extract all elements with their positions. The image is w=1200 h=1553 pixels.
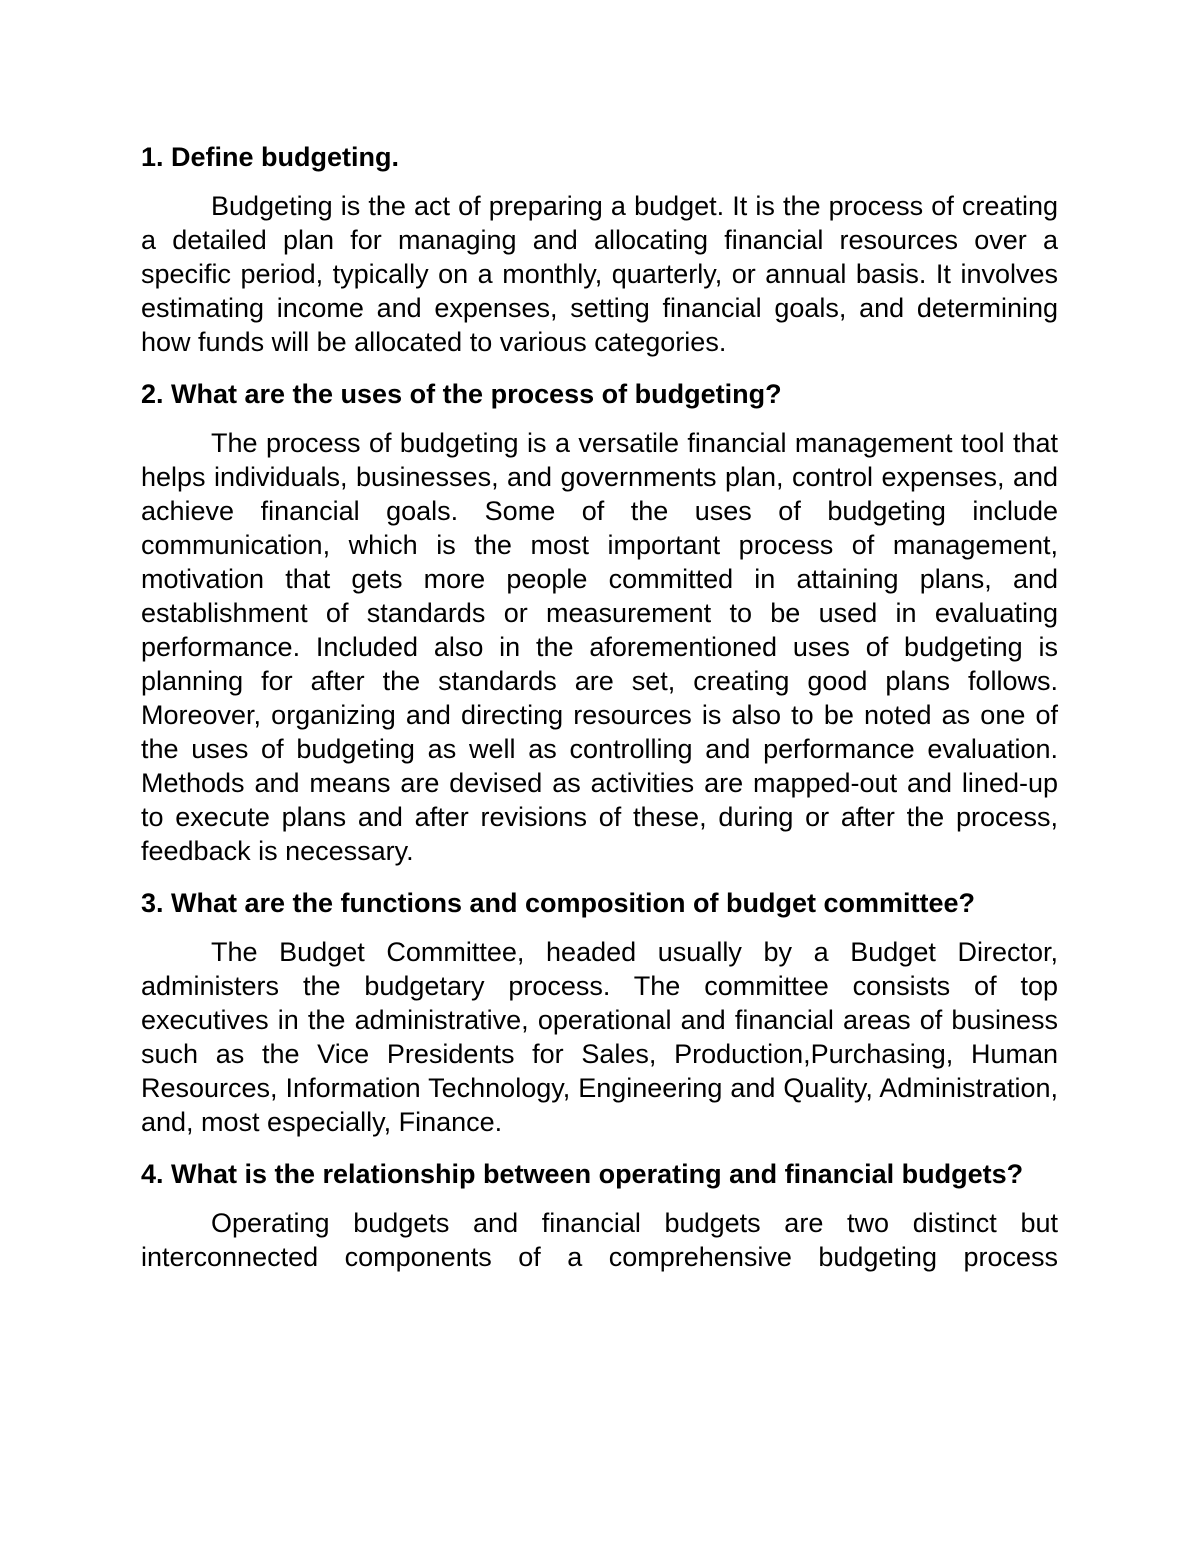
answer-paragraph: The Budget Committee, headed usually by a Budget Director, administers the budgetary process. The committee consists of top executives in the administrative, operational and financial areas of business such as the Vice Presidents for Sales, Production,Purchasing, Human Resources, Information Technology, Engineering and Quality, Administration, and, most especially, Finance. <box>141 937 1058 1137</box>
section-4 <box>141 1157 1058 1274</box>
document-page <box>141 140 1058 1292</box>
section-1 <box>141 140 1058 359</box>
answer-paragraph: The process of budgeting is a versatile financial management tool that helps individuals, businesses, and governments plan, control expenses, and achieve financial goals. Some of the uses of budgeting include communication, which is the most important process of management, motivation that gets more people committed in attaining plans, and establishment of standards or measurement to be used in evaluating performance. Included also in the aforementioned uses of budgeting is planning for after the standards are set, creating good plans follows. Moreover, organizing and directing resources is also to be noted as one of the uses of budgeting as well as controlling and performance evaluation. Methods and means are devised as activities are mapped-out and lined-up to execute plans and after revisions of these, during or after the process, feedback is necessary. <box>141 428 1058 866</box>
section-2 <box>141 377 1058 868</box>
section-3 <box>141 886 1058 1139</box>
question-heading: 4. What is the relationship between operating and financial budgets? <box>141 1159 1024 1189</box>
question-heading: 2. What are the uses of the process of budgeting? <box>141 379 782 409</box>
question-heading: 1. Define budgeting. <box>141 142 400 172</box>
answer-paragraph: Budgeting is the act of preparing a budget. It is the process of creating a detailed plan for managing and allocating financial resources over a specific period, typically on a monthly, quarterly, or annual basis. It involves estimating income and expenses, setting financial goals, and determining how funds will be allocated to various categories. <box>141 191 1058 357</box>
question-heading: 3. What are the functions and composition of budget committee? <box>141 888 976 918</box>
answer-paragraph: Operating budgets and financial budgets are two distinct but interconnected components of a comprehensive budgeting process <box>141 1208 1058 1272</box>
